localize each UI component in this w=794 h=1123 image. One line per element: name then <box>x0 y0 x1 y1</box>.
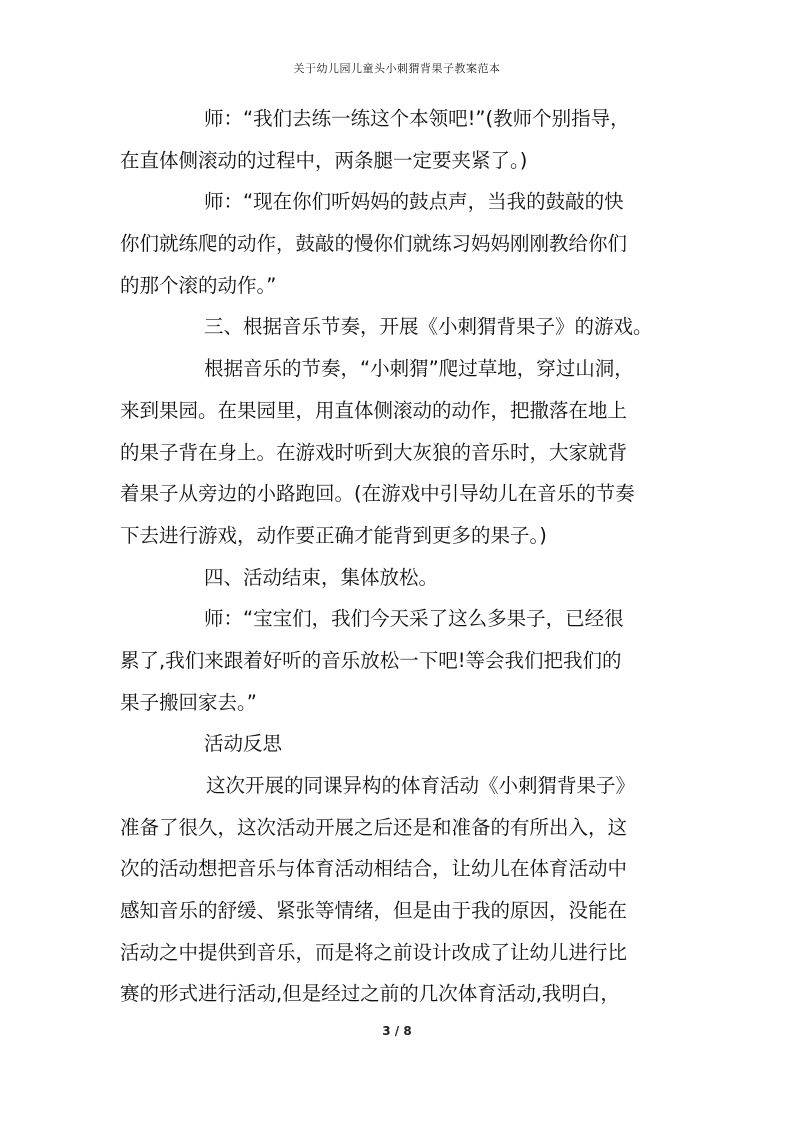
paragraph-line: 这次开展的同课异构的体育活动《小刺猬背果子》 <box>206 774 636 797</box>
paragraph-line: 感知音乐的舒缓、紧张等情绪，但是由于我的原因，没能在 <box>120 899 628 923</box>
paragraph-line: 来到果园。在果园里，用直体侧滚动的动作，把撒落在地上 <box>120 398 628 422</box>
paragraph-line: 次的活动想把音乐与体育活动相结合，让幼儿在体育活动中 <box>120 857 628 881</box>
paragraph-line: 的果子背在身上。在游戏时听到大灰狼的音乐时，大家就背 <box>120 440 628 464</box>
paragraph-line: 累了,我们来跟着好听的音乐放松一下吧!等会我们把我们的 <box>120 648 622 672</box>
document-header: 关于幼儿园儿童头小刺猬背果子教案范本 <box>293 62 501 75</box>
paragraph-line: 根据音乐的节奏，“小刺猬”爬过草地，穿过山洞， <box>204 357 634 381</box>
paragraph-line: 着果子从旁边的小路跑回。(在游戏中引导幼儿在音乐的节奏 <box>120 482 635 506</box>
paragraph-line: 下去进行游戏，动作要正确才能背到更多的果子。) <box>120 523 547 547</box>
paragraph-line: 在直体侧滚动的过程中，两条腿一定要夹紧了。) <box>120 148 528 172</box>
paragraph-line: 果子搬回家去。” <box>120 690 257 714</box>
paragraph-line: 的那个滚的动作。” <box>120 273 277 297</box>
paragraph-line: 活动之中提供到音乐，而是将之前设计改成了让幼儿进行比 <box>120 940 628 964</box>
paragraph-line: 师：“我们去练一练这个本领吧!”(教师个别指导， <box>204 107 630 130</box>
paragraph-line: 你们就练爬的动作，鼓敲的慢你们就练习妈妈刚刚教给你们 <box>120 232 628 256</box>
paragraph-line: 师：“现在你们听妈妈的鼓点声，当我的鼓敲的快 <box>204 190 624 214</box>
paragraph-line: 赛的形式进行活动,但是经过之前的几次体育活动,我明白， <box>120 982 620 1006</box>
section-heading: 活动反思 <box>204 732 283 756</box>
paragraph-line: 准备了很久，这次活动开展之后还是和准备的有所出入，这 <box>120 815 628 839</box>
section-heading: 三、根据音乐节奏，开展《小刺猬背果子》的游戏。 <box>204 315 653 339</box>
page-number: 3 / 8 <box>382 1024 412 1038</box>
paragraph-line: 师：“宝宝们，我们今天采了这么多果子，已经很 <box>204 607 624 631</box>
section-heading: 四、活动结束，集体放松。 <box>204 565 439 589</box>
document-body <box>120 98 690 1015</box>
